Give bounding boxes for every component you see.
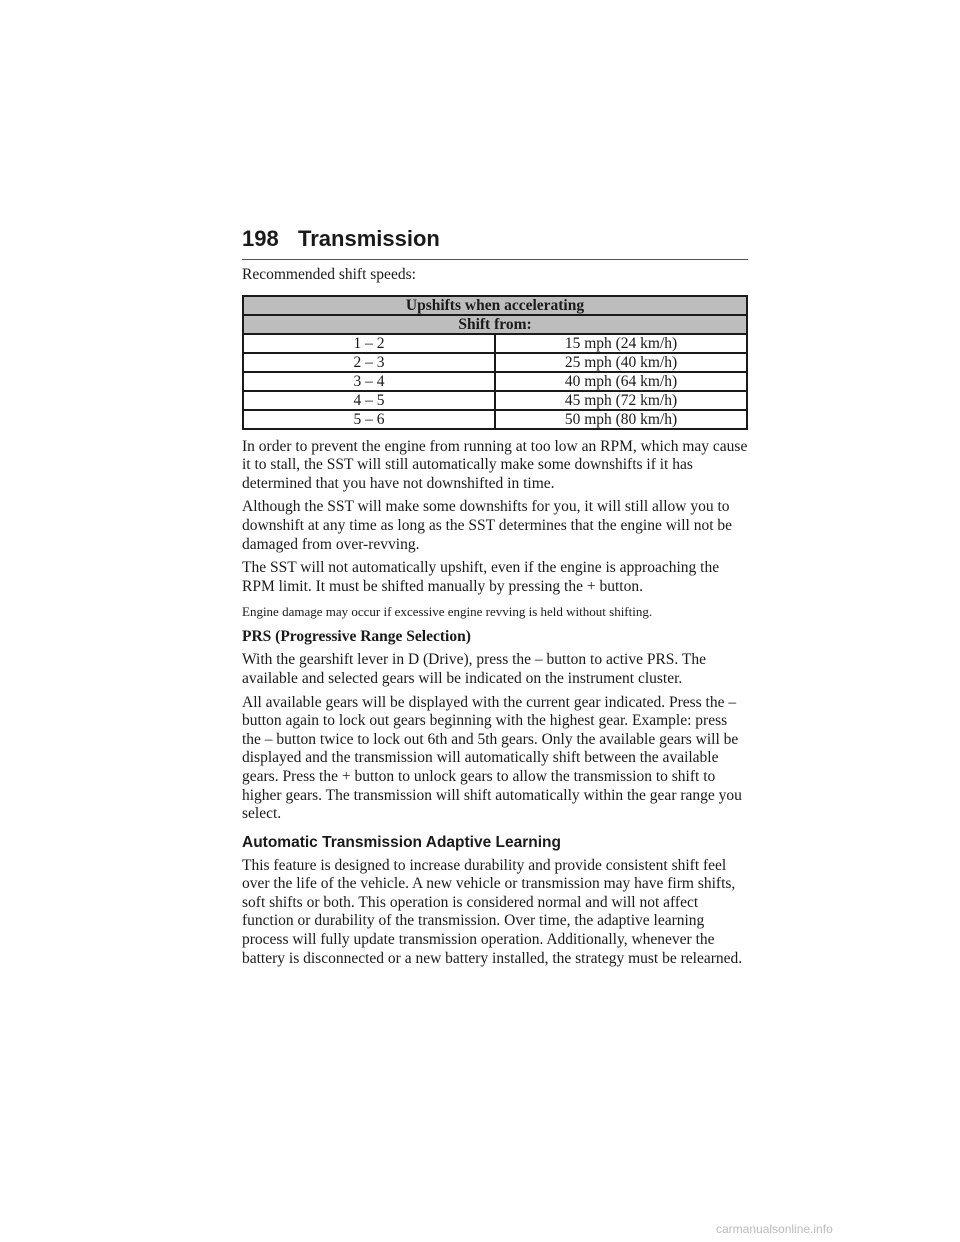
downshift-allow-paragraph: Although the SST will make some downshifts for you, it will still allow you to downshift at any time as long as the SST determines that the engine will not be damaged from over-revving.	[242, 498, 733, 553]
speed-cell: 50 mph (80 km/h)	[495, 410, 747, 429]
gear-cell: 1 – 2	[243, 334, 495, 353]
gear-cell: 5 – 6	[243, 410, 495, 429]
engine-damage-note: Engine damage may occur if excessive engine revving is held without shifting.	[242, 604, 653, 620]
page-header	[242, 226, 748, 260]
table-row	[243, 391, 747, 410]
speed-cell: 40 mph (64 km/h)	[495, 372, 747, 391]
table-subtitle-row	[243, 315, 747, 334]
table-row	[243, 372, 747, 391]
speed-cell: 45 mph (72 km/h)	[495, 391, 747, 410]
table-title: Upshifts when accelerating	[243, 296, 747, 315]
prs-heading: PRS (Progressive Range Selection)	[242, 628, 471, 646]
intro-text: Recommended shift speeds:	[242, 266, 416, 283]
upshift-paragraph: The SST will not automatically upshift, even if the engine is approaching the RPM limit. It must be shifted manually by pressing the + button.	[242, 559, 720, 595]
prs-paragraph-1: With the gearshift lever in D (Drive), press the – button to active PRS. The available and selected gears will be indicated on the instrument cluster.	[242, 651, 706, 687]
speed-cell: 25 mph (40 km/h)	[495, 353, 747, 372]
downshift-paragraph: In order to prevent the engine from running at too low an RPM, which may cause it to stall, the SST will still automatically make some downshifts if it has determined that you have not downshifted in time.	[242, 437, 748, 492]
watermark: carmanualsonline.info	[716, 1222, 833, 1236]
speed-cell: 15 mph (24 km/h)	[495, 334, 747, 353]
adaptive-learning-heading: Automatic Transmission Adaptive Learning	[242, 833, 561, 851]
gear-cell: 3 – 4	[243, 372, 495, 391]
table-title-row	[243, 296, 747, 315]
prs-paragraph-2: All available gears will be displayed with the current gear indicated. Press the – button again to lock out gears beginning with the highest gear. Example: press the – button twice to lock out 6th and 5th gears. Only the available gears will be displayed and the transmission will automatically shift between the available gears. Press the + button to unlock gears to allow the transmission to shift to higher gears. The transmission will shift automatically within the gear range you select.	[242, 693, 742, 823]
gear-cell: 2 – 3	[243, 353, 495, 372]
shift-speed-table	[242, 295, 748, 430]
page-number: 198	[242, 226, 279, 251]
table-subtitle: Shift from:	[243, 315, 747, 334]
table-row	[243, 334, 747, 353]
table-row	[243, 410, 747, 429]
section-title: Transmission	[298, 226, 440, 251]
adaptive-learning-paragraph: This feature is designed to increase durability and provide consistent shift feel over the life of the vehicle. A new vehicle or transmission may have firm shifts, soft shifts or both. This operation is considered normal and will not affect function or durability of the transmission. Over time, the adaptive learning process will fully update transmission operation. Additionally, whenever the battery is disconnected or a new battery installed, the strategy must be relearned.	[242, 856, 743, 967]
table-row	[243, 353, 747, 372]
manual-page	[242, 226, 748, 968]
gear-cell: 4 – 5	[243, 391, 495, 410]
